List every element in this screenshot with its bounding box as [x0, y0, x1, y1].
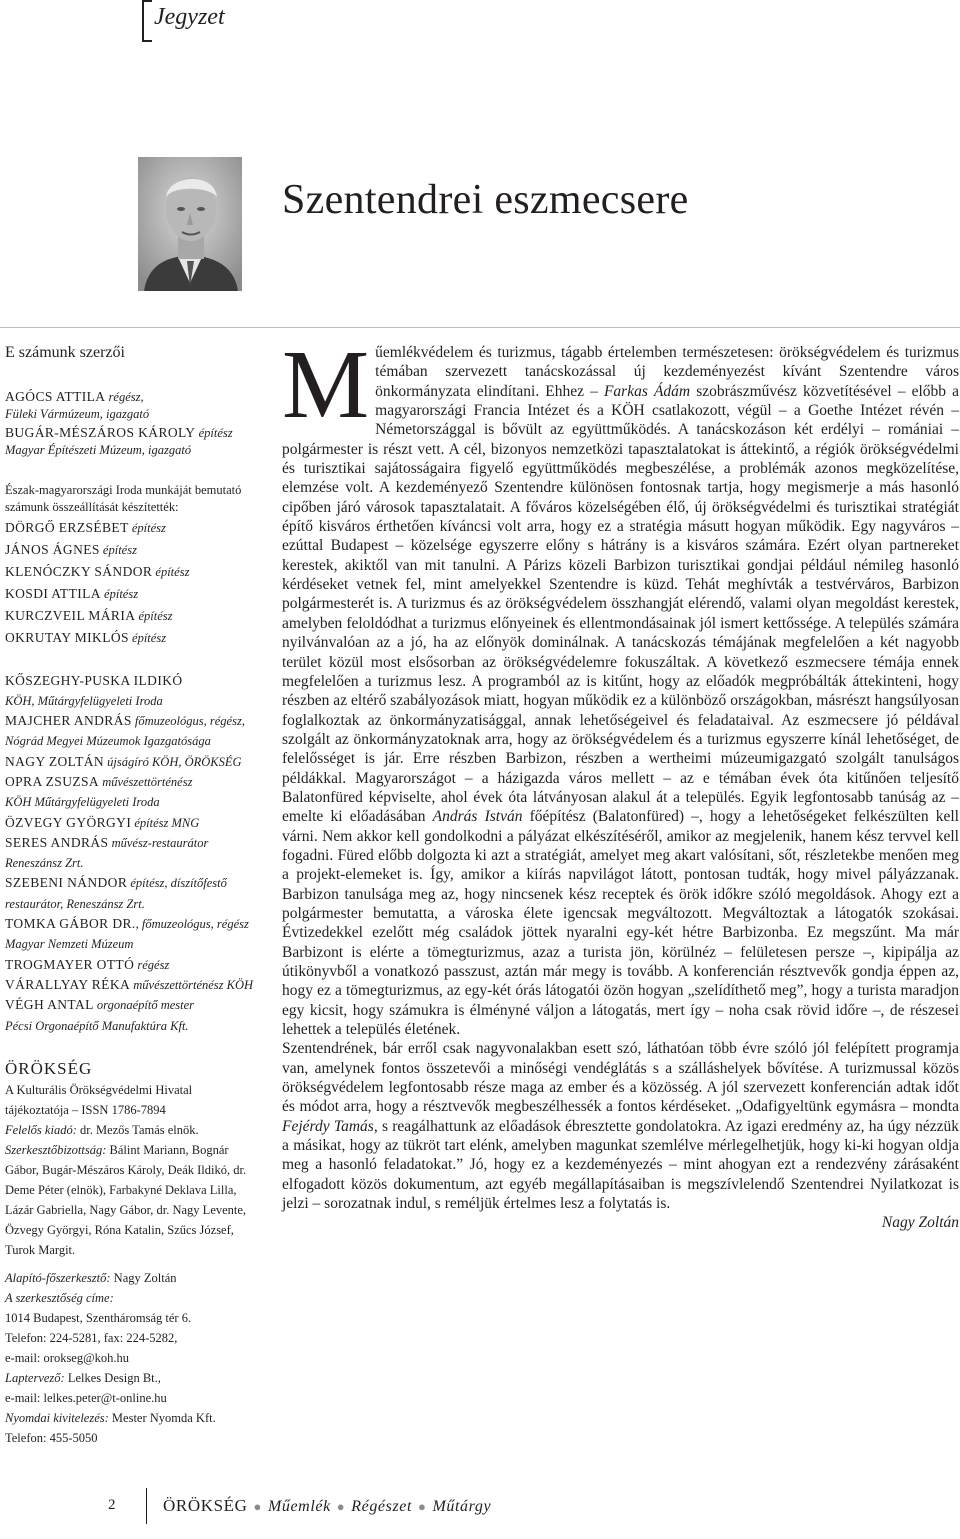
sidebar-heading: E számunk szerzői: [5, 344, 125, 361]
pub-designer-email[interactable]: e-mail: lelkes.peter@t-online.hu: [5, 1390, 167, 1405]
pub-printer: Nyomdai kivitelezés: Mester Nyomda Kft.: [5, 1410, 216, 1425]
author-entry: KLENÓCZKY SÁNDOR építész: [5, 563, 190, 579]
author-entry: SERES ANDRÁS művész-restaurátor: [5, 834, 209, 850]
author-entry: MAJCHER ANDRÁS főmuzeológus, régész,: [5, 713, 245, 729]
pub-line: tájékoztatója – ISSN 1786-7894: [5, 1102, 166, 1117]
author-entry: Nógrád Megyei Múzeumok Igazgatósága: [5, 734, 211, 749]
author-entry: OPRA ZSUZSA művészettörténész: [5, 773, 193, 789]
author-signature: Nagy Zoltán: [881, 1214, 959, 1232]
author-list-3: [5, 671, 260, 1036]
author-entry: TOMKA GÁBOR DR., főmuzeológus, régész: [5, 916, 249, 932]
sidebar: [5, 344, 260, 1448]
pub-publisher: Felelős kiadó: dr. Mezős Tamás elnök.: [5, 1122, 199, 1137]
article-body: [282, 331, 960, 1233]
author-entry: KÖH Műtárgyfelügyeleti Iroda: [5, 795, 160, 810]
author-list-1: [5, 388, 260, 460]
footer-tag: Műtárgy: [432, 1498, 492, 1515]
author-entry: KURCZVEIL MÁRIA építész: [5, 607, 173, 623]
author-entry: Magyar Nemzeti Múzeum: [5, 937, 134, 952]
rubric-bracket: [142, 0, 152, 42]
author-entry: VÉGH ANTAL orgonaépítő mester: [5, 997, 195, 1013]
bullet-icon: ●: [336, 1499, 346, 1514]
bullet-icon: ●: [418, 1499, 427, 1514]
author-entry: ÖZVEGY GYÖRGYI építész MNG: [5, 814, 200, 830]
author-entry: KŐSZEGHY-PUSKA ILDIKÓ: [5, 672, 183, 688]
author-list-2: [5, 517, 260, 649]
footer-tag: Régészet: [351, 1498, 413, 1515]
author-entry: SZEBENI NÁNDOR építész, díszítőfestő: [5, 875, 227, 891]
page-number: 2: [108, 1497, 116, 1513]
pub-designer: Laptervező: Lelkes Design Bt.,: [5, 1370, 161, 1385]
rubric-label: Jegyzet: [154, 4, 225, 30]
author-entry: VÁRALLYAY RÉKA művészettörténész KÖH: [5, 976, 254, 992]
author-portrait: [138, 157, 242, 291]
publication-brand: ÖRÖKSÉG: [5, 1058, 93, 1078]
author-entry: KÖH, Műtárgyfelügyeleti Iroda: [5, 693, 163, 708]
footer-brand-name: ÖRÖKSÉG: [163, 1496, 248, 1515]
author-entry: DÖRGŐ ERZSÉBET építész: [5, 519, 166, 535]
publication-info: [5, 1080, 260, 1448]
author-entry: JÁNOS ÁGNES építész: [5, 541, 137, 557]
author-entry: Magyar Építészeti Múzeum, igazgató: [5, 443, 192, 457]
pub-editor: Alapító-főszerkesztő: Nagy Zoltán: [5, 1270, 177, 1285]
footer-tag: Műemlék: [267, 1498, 331, 1515]
pub-address: 1014 Budapest, Szentháromság tér 6.: [5, 1310, 192, 1325]
pub-printer-phone: Telefon: 455-5050: [5, 1430, 98, 1445]
article-paragraph: Szentendrének, bár erről csak nagyvonalakban esett szó, láthatóan több évre szóló jól felépített programja van, amelynek fontos összetevői a minőségi vendéglátás s a szálláshelyek bővítése. A turizmussal közös örökségvédelem legfontosabb része maga az ember és a közösség. A jól szervezett konferencián adtak időt és módot arra, hogy a résztvevők megbeszélhessék a fontos kérdéseket. „Odafigyeltünk egymásra – mondta Fejérdy Tamás, s reagálhattunk az előadások ébresztette gondolatokra. Az igazi eredmény az, ha úgy nézzük a másikat, hogy az tükröt tart elénk, amelyben magunkat szemlélve mérlegelhetjük, hogy ki-ki hogyan oldja meg a hasonló feladatokat.” Jó, hogy ez a kezdeményezés – mint ahogyan ezt a rendezvény zárásaként elfogadott közös dokumentum, azt egyéb megállapításaiban is megszívlelendő Szentendrei Nyilatkozat is jelzi – sorozatnak indul, s reméljük értelmes lesz a folytatás is.: [282, 1040, 959, 1213]
pub-address-label: A szerkesztőség címe:: [5, 1290, 114, 1305]
divider: [0, 327, 960, 328]
author-entry: Pécsi Orgonaépítő Manufaktúra Kft.: [5, 1018, 189, 1033]
author-entry: TROGMAYER OTTÓ régész: [5, 956, 170, 972]
pub-phone: Telefon: 224-5281, fax: 224-5282,: [5, 1330, 178, 1345]
author-entry: OKRUTAY MIKLÓS építész: [5, 629, 167, 645]
author-entry: BUGÁR-MÉSZÁROS KÁROLY építész: [5, 424, 233, 440]
bullet-icon: ●: [253, 1499, 262, 1514]
pub-line: A Kulturális Örökségvédelmi Hivatal: [5, 1082, 193, 1097]
pub-board: Szerkesztőbizottság: Bálint Mariann, Bognár Gábor, Bugár-Mészáros Károly, Deák Ildikó, dr. Deme Péter (elnök), Farbakyné Deklava Lilla, Lázár Gabriella, Nagy Gábor, dr. Nagy Levente, Özvegy Györgyi, Róna Katalin, Szűcs József, Turok Margit.: [5, 1142, 247, 1257]
page-title: Szentendrei eszmecsere: [282, 177, 689, 223]
author-entry: Füleki Vármúzeum, igazgató: [5, 407, 150, 421]
author-entry: KOSDI ATTILA építész: [5, 585, 139, 601]
pub-email[interactable]: e-mail: orokseg@koh.hu: [5, 1350, 129, 1365]
author-entry: restaurátor, Reneszánsz Zrt.: [5, 896, 145, 911]
author-entry: NAGY ZOLTÁN újságíró KÖH, ÖRÖKSÉG: [5, 753, 242, 769]
footer-divider: [146, 1488, 147, 1524]
drop-cap: M: [282, 331, 370, 439]
sidebar-intro: Észak-magyarországi Iroda munkáját bemutató számunk összeállítását készítették:: [5, 482, 242, 514]
portrait-image: [138, 157, 242, 291]
article-paragraph: Műemlékvédelem és turizmus, tágabb értelemben természetesen: örökségvédelem és turizmus témában szervezett tanácskozással új kezdeményezést kívánt Szentendre város önkormányzata elindítani. Ehhez – Farkas Ádám szobrászművész közvetítésével – előbb a magyarországi Francia Intézet és a KÖH csatlakozott, végül – a Goethe Intézet révén – Németországgal is bővült az együttműködés. A tanácskozáson két erdélyi – romániai – polgármester is részt vett. A cél, bizonyos nemzetközi tapasztalatokat is áttekintő, a régiók örökségvédelmi és turisztikai sajátosságaira figyelő együttműködés megbeszélése, a problémák azonos megközelítése, elemzése volt. A kezdeményező Szentendre különösen fontosnak tartja, hogy megismerje a más hasonló cipőben járó városok tapasztalatait. A főváros közelségében élő, új örökségvédelmi és turisztikai stratégiát építő kisváros érthetően kíváncsi volt arra, hogy ez a stratégia másutt hogyan működik. Egy nagyváros – ezúttal Budapest – közelsége egyszerre előny s hátrány is a kisváros számára. Ezért olyan partnereket kerestek, akiktől van mit tanulni. A Párizs közeli Barbizon turisztikai gondjai például némileg hasonló kérdéseket vetnek fel, mint amelyekkel Szentendre is küzd. Tehát meghívták a testvérváros, Barbizon polgármesterét is. A turizmus és az örökségvédelem összhangját elérendő, valami olyan megoldást kerestek, amelyben feloldódhat a turizmus előnyeinek és ellentmondásainak jól ismert kettőssége. A település számára nyilvánvalóan az a jó, ha az előnyök dominálnak. A tanácskozás témájának megfelelően a két nagyobb terület közül most elsősorban az örökségvédelemre fokuszáltak. A következő eszmecsere témája ennek megfelelően a turizmus lesz. A programból az is kitűnt, hogy az előadók megpróbálták áttekinteni, hogy részben az eltérő szabályozások miatt, hogyan működik ez a különböző országokban, másrészt hangsúlyosan foglalkoztak az önkormányzatisággal, annak lehetőségeivel és feladataival. Az eszmecsere jó példával szolgált az önkormányzatoknak arra, hogy az örökségvédelem és a turizmus egyszerre kínál lehetőséget, de felelősséget is jár. Erre részben Barbizon, részben a wertheimi múzeumigazgató szolgált tanulságos példákkal. Magyarországot – a házigazda város mellett – az e témában évek óta kitűnően teljesítő Balatonfüred képviselte, ahol évek óta látványosan alakul át a település. Egyik legfontosabb tanúság az – emelte ki előadásában András István főépítész (Balatonfüred) –, hogy a lehetőségeket felkészülten kell várni. Nem akkor kell gondolkodni a pályázat elkészítéséről, amikor az megjelenik, hanem kész tervvel kell fogadni. Füred előbb dolgozta ki azt a stratégiát, amelyet meg akart valósítani, sőt, részletekbe menően meg a projekt-elemeket is. Így, amikor a kiírás napvilágot látott, pontosan tudták, hogy mivel pályázzanak. Barbizon tanulsága meg az, hogy nincsenek kész receptek és örök időkre szóló megoldások. Ahogy ezt a polgármester bemutatta, a városka élete igencsak megváltozott. Megváltoztak a látogatók szokásai. Évtizedekkel ezelőtt még családok jöttek nyaralni egy-két hétre Barbizonba. Ez megszűnt. Ma már Barbizont is elérte a tömegturizmus, azaz a turista jön, körülnéz – felületesen persze –, kipipálja az útikönyvből a vonatkozó passzust, aztán már megy is tovább. A konferencián résztvevők gondja éppen az, hogy ez a tömegturizmus, az egy-két órás látogatói özön hogyan „szelídíthető meg”, hogy a turista maradjon egy kicsit, hogy számukra is élményné váljon a látogatás, mert így – noha csak rövid időre –, de részesei lehettek a település életének.: [282, 331, 960, 1039]
footer-brand: [163, 1496, 491, 1516]
author-entry: AGÓCS ATTILA régész,: [5, 388, 144, 404]
author-entry: Reneszánsz Zrt.: [5, 856, 84, 871]
